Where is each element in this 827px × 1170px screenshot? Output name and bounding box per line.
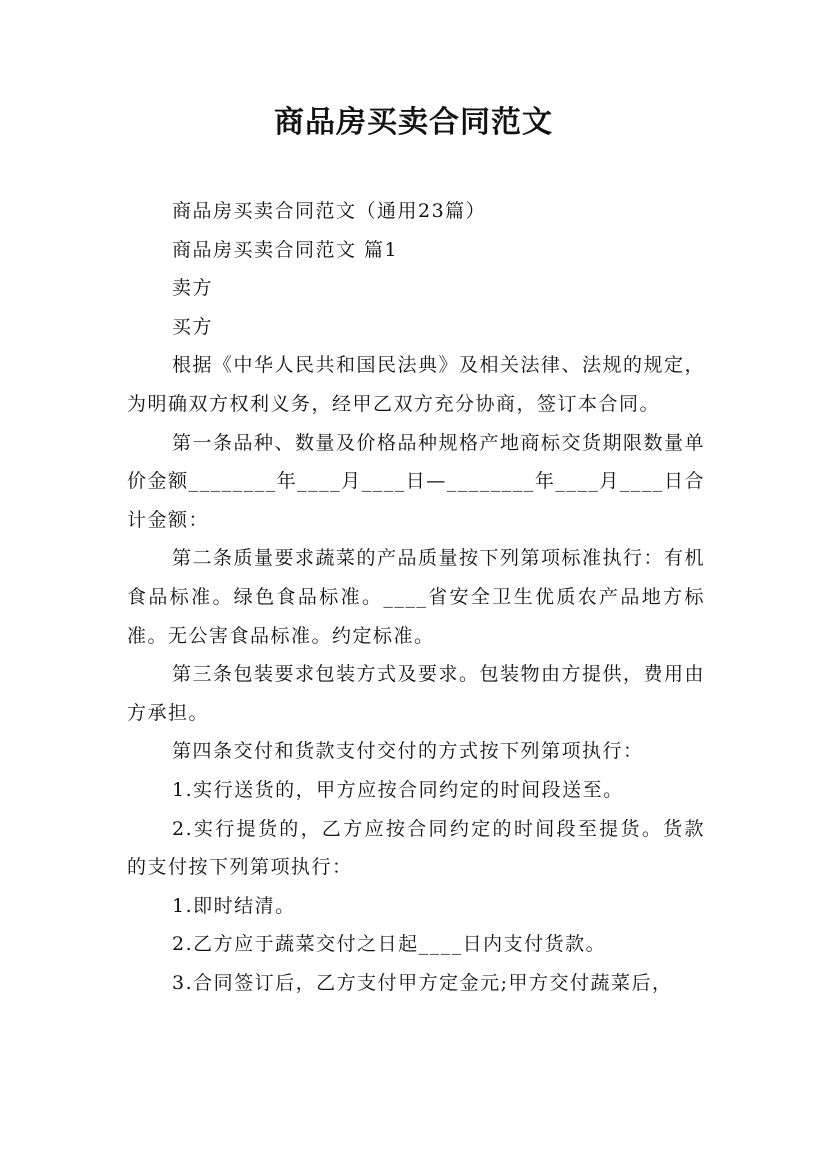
document-body [127, 192, 705, 1002]
paragraph-delivery-1: 1.实行送货的，甲方应按合同约定的时间段送至。 [172, 778, 624, 801]
paragraph-article-1: 第一条品种、数量及价格品种规格产地商标交货期限数量单价金额________年____月____日—________年____月____日合计金额： [127, 431, 706, 531]
paragraph-preamble: 根据《中华人民共和国民法典》及相关法律、法规的规定，为明确双方权利义务，经甲乙双方充分协商，签订本合同。 [127, 354, 706, 415]
paragraph-payment-2: 2.乙方应于蔬菜交付之日起____日内支付货款。 [172, 933, 607, 956]
paragraph-payment-3: 3.合同签订后，乙方支付甲方定金元;甲方交付蔬菜后， [172, 971, 673, 994]
paragraph-payment-1: 1.即时结清。 [172, 894, 296, 917]
paragraph-article-4: 第四条交付和货款支付交付的方式按下列第项执行： [172, 740, 644, 763]
paragraph-article-2: 第二条质量要求蔬菜的产品质量按下列第项标准执行：有机食品标准。绿色食品标准。____省安全卫生优质农产品地方标准。无公害食品标准。约定标准。 [127, 547, 706, 647]
paragraph-seller: 卖方 [172, 277, 214, 300]
paragraph-delivery-2: 2.实行提货的，乙方应按合同约定的时间段至提货。货款的支付按下列第项执行： [127, 817, 705, 879]
paragraph-section-heading: 商品房买卖合同范文 篇1 [172, 238, 399, 261]
paragraph-article-3: 第三条包装要求包装方式及要求。包装物由方提供，费用由方承担。 [127, 663, 706, 724]
document-title: 商品房买卖合同范文 [274, 105, 553, 140]
paragraph-subtitle: 商品房买卖合同范文（通用23篇） [172, 200, 487, 222]
paragraph-buyer: 买方 [172, 315, 214, 338]
